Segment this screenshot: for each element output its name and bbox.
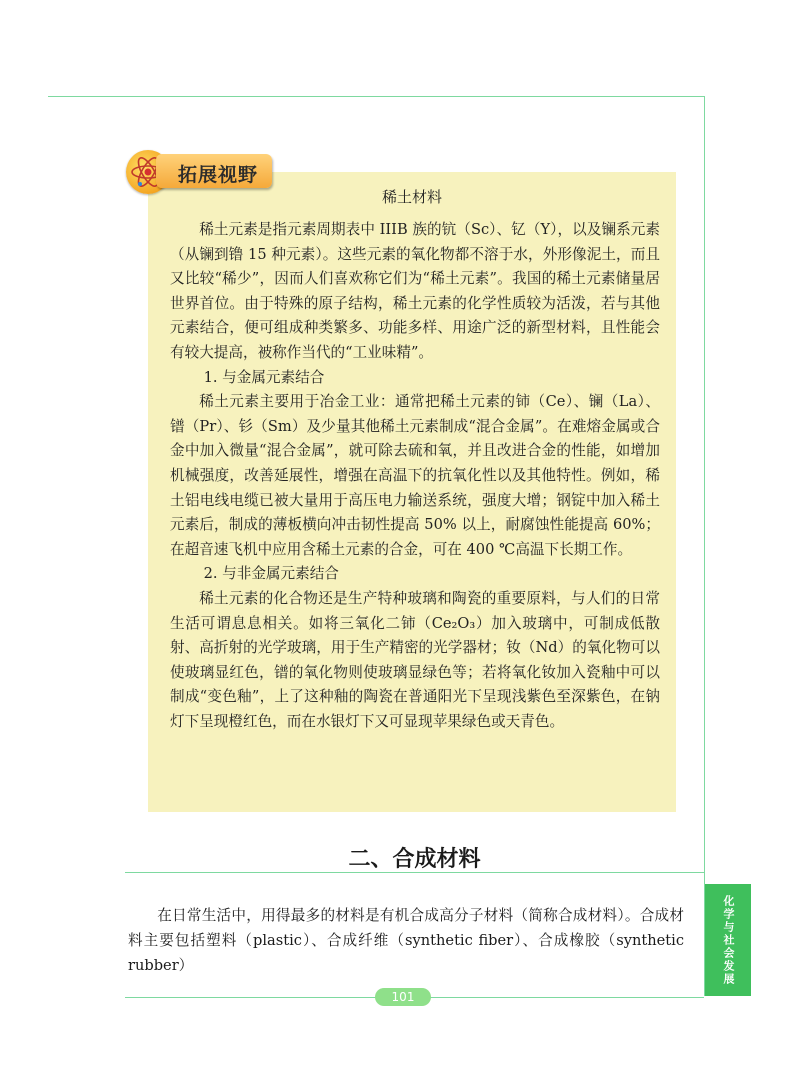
frame-top-line (48, 96, 704, 97)
body-paragraph: 在日常生活中，用得最多的材料是有机合成高分子材料（简称合成材料）。合成材料主要包括塑料（plastic）、合成纤维（synthetic fiber）、合成橡胶（synthetic rubber） (128, 907, 684, 974)
body-text (128, 903, 684, 978)
box-paragraph: 稀土元素是指元素周期表中 IIIB 族的钪（Sc）、钇（Y），以及镧系元素（从镧到镥 15 种元素）。这些元素的氧化物都不溶于水，外形像泥土，而且又比较“稀少”，因而人们喜欢称它们为“稀土元素”。我国的稀土元素储量居世界首位。由于特殊的原子结构，稀土元素的化学性质较为活泼，若与其他元素结合，便可组成种类繁多、功能多样、用途广泛的新型材料，且性能会有较大提高，被称作当代的“工业味精”。 (170, 221, 660, 361)
box-text (170, 218, 660, 734)
box-paragraph: 稀土元素主要用于冶金工业：通常把稀土元素的铈（Ce）、镧（La）、镨（Pr）、钐（Sm）及少量其他稀土元素制成“混合金属”。在难熔金属或合金中加入微量“混合金属”，就可除去硫和氧，并且改进合金的性能，如增加机械强度，改善延展性，增强在高温下的抗氧化性以及其他特性。例如，稀土铝电线电缆已被大量用于高压电力输送系统，强度大增；钢锭中加入稀土元素后，制成的薄板横向冲击韧性提高 50% 以上，耐腐蚀性能提高 60%；在超音速飞机中应用含稀土元素的合金，可在 400 ℃高温下长期工作。 (170, 393, 660, 558)
badge-label: 拓展视野 (178, 164, 259, 186)
box-subheading: 1. 与金属元素结合 (203, 368, 325, 386)
frame-right-line (704, 96, 705, 996)
section-heading: 二、合成材料 (348, 847, 481, 872)
section-divider (125, 872, 704, 873)
box-paragraph: 稀土元素的化合物还是生产特种玻璃和陶瓷的重要原料，与人们的日常生活可谓息息相关。如将三氧化二铈（Ce₂O₃）加入玻璃中，可制成低散射、高折射的光学玻璃，用于生产精密的光学器材；钕（Nd）的氧化物可以使玻璃显红色，镨的氧化物则使玻璃显绿色等；若将氧化钕加入瓷釉中可以制成“变色釉”，上了这种釉的陶瓷在普通阳光下呈现浅紫色至深紫色，在钠灯下呈现橙红色，而在水银灯下又可显现苹果绿色或天青色。 (170, 589, 660, 730)
box-subheading: 2. 与非金属元素结合 (203, 565, 339, 583)
box-title: 稀土材料 (381, 188, 442, 206)
page-number: 101 (375, 988, 431, 1006)
chapter-side-tab: 化学与社会发展 (705, 884, 751, 996)
